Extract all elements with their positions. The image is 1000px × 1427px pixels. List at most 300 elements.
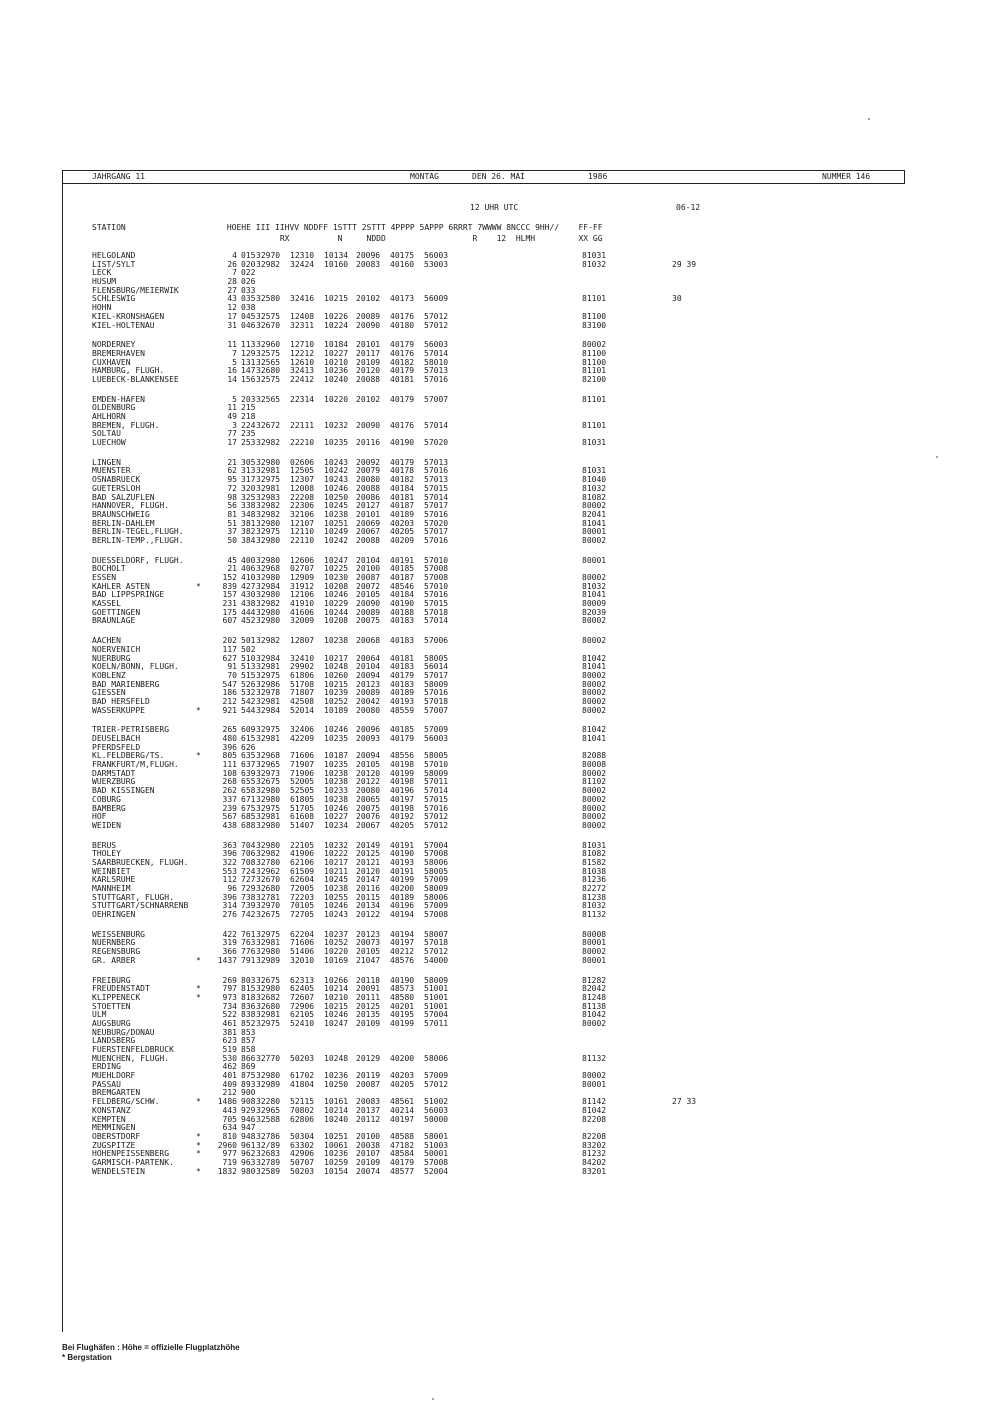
table-row [92, 439, 812, 448]
group-nddff: 62604 [290, 875, 315, 885]
group-4pppp: 40203 [390, 518, 415, 528]
group-nddff: 62106 [290, 857, 315, 867]
table-row [92, 876, 812, 885]
group-iihvv: 32980 [256, 457, 281, 467]
table-row [92, 341, 812, 350]
group-5appp: 57017 [424, 501, 449, 511]
group-5appp: 57012 [424, 812, 449, 822]
elevation: 438 [222, 820, 237, 830]
group-nddff: 42508 [290, 696, 315, 706]
station-name: HOHENPEISSENBERG [92, 1149, 170, 1159]
station-name: MUEHLDORF [92, 1071, 136, 1081]
group-nddff: 42906 [290, 1149, 315, 1159]
group-5appp: 57016 [424, 803, 449, 813]
group-iihvv: 32982 [256, 849, 281, 859]
group-nddff: 32424 [290, 259, 315, 269]
group-nddff: 02606 [290, 457, 315, 467]
group-nddff: 32311 [290, 320, 315, 330]
station-index: 763 [241, 938, 256, 948]
group-nddff: 71907 [290, 760, 315, 770]
group-2sttt: 20065 [356, 794, 381, 804]
group-4pppp: 40192 [390, 812, 415, 822]
group-5appp: 57016 [424, 535, 449, 545]
group-iihvv: 32980 [256, 590, 281, 600]
group-1sttt: 10187 [324, 751, 349, 761]
group-8nccc: 81248 [582, 992, 607, 1002]
station-index: 908 [241, 1097, 256, 1107]
table-row [92, 1029, 812, 1038]
group-nddff: 31912 [290, 581, 315, 591]
group-8nccc: 80002 [582, 794, 607, 804]
group-4pppp: 40182 [390, 475, 415, 485]
table-row [92, 278, 812, 287]
group-gap [92, 831, 812, 842]
group-nddff: 63302 [290, 1140, 315, 1150]
group-5appp: 57010 [424, 760, 449, 770]
group-4pppp: 40187 [390, 573, 415, 582]
group-5appp: 56009 [424, 294, 449, 304]
group-nddff: 51407 [290, 820, 315, 830]
group-4pppp: 40205 [390, 1079, 415, 1089]
elevation: 462 [222, 1062, 237, 1072]
station-name: BREMERHAVEN [92, 348, 145, 358]
elevation: 401 [222, 1071, 237, 1081]
group-8nccc: 80002 [582, 501, 607, 511]
group-4pppp: 40184 [390, 590, 415, 600]
station-name: SAARBRUECKEN, FLUGH. [92, 857, 189, 867]
group-5appp: 57014 [424, 492, 449, 502]
group-5appp: 57012 [424, 311, 449, 321]
group-iihvv: 32981 [256, 662, 281, 672]
station-index: 113 [241, 340, 256, 350]
group-8nccc: 81041 [582, 662, 607, 672]
station-name: GR. ARBER [92, 955, 136, 965]
group-4pppp: 40203 [390, 1071, 415, 1081]
group-nddff: 12505 [290, 466, 315, 476]
group-5appp: 57009 [424, 1071, 449, 1081]
station-index: 305 [241, 457, 256, 467]
station-name: HOF [92, 812, 107, 822]
group-2sttt: 20123 [356, 679, 381, 689]
group-8nccc: 80002 [582, 768, 607, 778]
group-1sttt: 10251 [324, 1131, 349, 1141]
group-nddff: 50707 [290, 1157, 315, 1167]
group-8nccc: 80008 [582, 760, 607, 770]
group-8nccc: 81040 [582, 475, 607, 485]
table-row [92, 261, 812, 270]
group-2sttt: 20105 [356, 760, 381, 770]
table-row [92, 413, 812, 422]
group-8nccc: 81101 [582, 294, 607, 304]
group-gap [92, 920, 812, 931]
station-name: BRAUNSCHWEIG [92, 509, 150, 519]
table-row [92, 583, 812, 592]
station-index: 818 [241, 992, 256, 1002]
group-4pppp: 40196 [390, 786, 415, 796]
elevation: 314 [222, 901, 237, 911]
group-iihvv: 32680 [256, 366, 281, 376]
group-1sttt: 10248 [324, 662, 349, 672]
station-name: GUETERSLOH [92, 483, 141, 493]
table-row [92, 1003, 812, 1012]
group-1sttt: 10247 [324, 1018, 349, 1028]
group-1sttt: 10238 [324, 636, 349, 646]
table-row [92, 1011, 812, 1020]
station-index: 858 [241, 1045, 256, 1054]
table-row [92, 1098, 812, 1107]
group-4pppp: 40197 [390, 938, 415, 948]
group-iihvv: 32680 [256, 1001, 281, 1011]
group-iihvv: 32975 [256, 475, 281, 485]
group-1sttt: 10247 [324, 555, 349, 565]
issue-number: NUMMER 146 [822, 172, 871, 181]
table-row [92, 557, 812, 566]
station-index: 501 [241, 636, 256, 646]
station-index: 035 [241, 294, 256, 304]
group-iihvv: 32980 [256, 518, 281, 528]
group-nddff: 72203 [290, 892, 315, 902]
scan-speck [936, 456, 938, 458]
group-2sttt: 20088 [356, 483, 381, 493]
group-2sttt: 20101 [356, 340, 381, 350]
table-row [92, 752, 812, 761]
group-nddff: 61806 [290, 670, 315, 680]
group-iihvv: 32975 [256, 1018, 281, 1028]
table-row [92, 663, 812, 672]
group-nddff: 12307 [290, 475, 315, 485]
group-nddff: 51406 [290, 947, 315, 957]
group-iihvv: 32670 [256, 320, 281, 330]
group-1sttt: 10210 [324, 992, 349, 1002]
group-4pppp: 40183 [390, 662, 415, 672]
group-5appp: 58006 [424, 857, 449, 867]
group-4pppp: 40191 [390, 840, 415, 850]
group-1sttt: 10250 [324, 492, 349, 502]
footnote-mountain: * Bergstation [62, 1353, 112, 1362]
group-4pppp: 40188 [390, 607, 415, 617]
elevation: 409 [222, 1079, 237, 1089]
group-8nccc: 82100 [582, 374, 607, 384]
table-row [92, 1063, 812, 1072]
group-1sttt: 10169 [324, 955, 349, 965]
station-index: 325 [241, 492, 256, 502]
group-4pppp: 48584 [390, 1149, 415, 1159]
group-8nccc: 81038 [582, 866, 607, 876]
group-nddff: 42209 [290, 734, 315, 743]
group-4pppp: 40181 [390, 374, 415, 384]
table-row [92, 422, 812, 431]
station-index: 838 [241, 1010, 256, 1020]
group-nddff: 32413 [290, 366, 315, 376]
group-5appp: 58009 [424, 679, 449, 689]
group-8nccc: 80009 [582, 599, 607, 609]
station-index: 515 [241, 670, 256, 680]
group-4pppp: 40179 [390, 340, 415, 350]
station-name: BAD SALZUFLEN [92, 492, 155, 502]
station-name: KLIPPENECK [92, 992, 141, 1002]
group-4pppp: 48576 [390, 955, 415, 965]
group-1sttt: 10260 [324, 670, 349, 680]
group-2sttt: 20089 [356, 311, 381, 321]
group-8nccc: 80002 [582, 947, 607, 957]
group-2sttt: 20129 [356, 1053, 381, 1063]
station-name: BRAUNLAGE [92, 616, 136, 626]
group-5appp: 57012 [424, 947, 449, 957]
table-row [92, 994, 812, 1003]
elevation: 91 [227, 662, 237, 672]
group-iihvv: 32980 [256, 607, 281, 617]
group-5appp: 57020 [424, 438, 449, 448]
group-8nccc: 80002 [582, 636, 607, 646]
group-iihvv: 32589 [256, 1166, 281, 1176]
group-iihvv: 32980 [256, 1071, 281, 1081]
station-index: 348 [241, 509, 256, 519]
group-1sttt: 10238 [324, 768, 349, 778]
group-nddff: 12008 [290, 483, 315, 493]
station-index: 615 [241, 734, 256, 743]
group-1sttt: 10240 [324, 374, 349, 384]
station-index: 026 [241, 277, 256, 287]
elevation: 21 [227, 564, 237, 574]
group-2sttt: 20134 [356, 901, 381, 911]
group-8nccc: 83100 [582, 320, 607, 330]
group-1sttt: 10217 [324, 653, 349, 663]
group-4pppp: 48561 [390, 1097, 415, 1107]
table-row [92, 1072, 812, 1081]
station-name: DUESSELDORF, FLUGH. [92, 555, 184, 565]
station-index: 946 [241, 1114, 256, 1124]
group-8nccc: 80002 [582, 786, 607, 796]
elevation: 607 [222, 616, 237, 626]
table-row [92, 1020, 812, 1029]
group-5appp: 52004 [424, 1166, 449, 1176]
table-row [92, 537, 812, 546]
station-name: FELDBERG/SCHW. [92, 1097, 160, 1107]
station-name: WUERZBURG [92, 777, 136, 787]
station-name: LINGEN [92, 457, 121, 467]
group-5appp: 57006 [424, 636, 449, 646]
group-4pppp: 40176 [390, 420, 415, 430]
table-row [92, 1055, 812, 1064]
group-2sttt: 20111 [356, 992, 381, 1002]
group-nddff: 51708 [290, 679, 315, 689]
group-8nccc: 80002 [582, 696, 607, 706]
elevation: 547 [222, 679, 237, 689]
group-8nccc: 80008 [582, 929, 607, 939]
table-row [92, 617, 812, 626]
station-name: ERDING [92, 1062, 121, 1072]
elevation: 26 [227, 259, 237, 269]
group-1sttt: 10248 [324, 1053, 349, 1063]
station-name: KOELN/BONN, FLUGH. [92, 662, 179, 672]
mountain-marker: * [196, 1149, 201, 1159]
station-name: KONSTANZ [92, 1105, 131, 1115]
table-row [92, 1107, 812, 1116]
table-row [92, 931, 812, 940]
station-index: 803 [241, 975, 256, 985]
group-2sttt: 20069 [356, 518, 381, 528]
elevation: 56 [227, 501, 237, 511]
group-4pppp: 40197 [390, 794, 415, 804]
group-1sttt: 10240 [324, 1114, 349, 1124]
station-index: 658 [241, 786, 256, 796]
elevation: 797 [222, 984, 237, 994]
group-iihvv: 32983 [256, 492, 281, 502]
station-name: NUERNBERG [92, 938, 136, 948]
station-index: 685 [241, 812, 256, 822]
group-8nccc: 80002 [582, 688, 607, 698]
group-1sttt: 10154 [324, 1166, 349, 1176]
group-8nccc: 81082 [582, 849, 607, 859]
group-5appp: 57018 [424, 696, 449, 706]
elevation: 202 [222, 636, 237, 646]
group-iihvv: 32786 [256, 1131, 281, 1141]
group-2sttt: 20115 [356, 892, 381, 902]
group-iihvv: 32981 [256, 466, 281, 476]
group-1sttt: 10229 [324, 599, 349, 609]
station-index: 253 [241, 438, 256, 448]
group-1sttt: 10239 [324, 688, 349, 698]
group-1sttt: 10266 [324, 975, 349, 985]
elevation: 567 [222, 812, 237, 822]
group-5appp: 57018 [424, 607, 449, 617]
station-name: KEMPTEN [92, 1114, 126, 1124]
group-nddff: 61805 [290, 794, 315, 804]
group-nddff: 41804 [290, 1079, 315, 1089]
group-1sttt: 10134 [324, 251, 349, 260]
group-iihvv: 32962 [256, 866, 281, 876]
table-row [92, 770, 812, 779]
station-name: BAMBERG [92, 803, 126, 813]
group-iihvv: 32965 [256, 760, 281, 770]
station-name: OSNABRUECK [92, 475, 141, 485]
elevation: 634 [222, 1123, 237, 1133]
group-nddff: 12606 [290, 555, 315, 565]
group-2sttt: 20120 [356, 866, 381, 876]
elevation: 719 [222, 1157, 237, 1167]
elevation: 921 [222, 705, 237, 715]
elevation: 422 [222, 929, 237, 939]
group-2sttt: 20123 [356, 929, 381, 939]
station-index: 738 [241, 892, 256, 902]
scan-speck [868, 118, 870, 120]
group-nddff: 62313 [290, 975, 315, 985]
station-name: KL.FELDBERG/TS. [92, 751, 165, 761]
group-1sttt: 10210 [324, 357, 349, 367]
group-4pppp: 40193 [390, 696, 415, 706]
group-4pppp: 40190 [390, 599, 415, 609]
group-1sttt: 10214 [324, 984, 349, 994]
group-1sttt: 10233 [324, 786, 349, 796]
elevation: 268 [222, 777, 237, 787]
group-iihvv: 32989 [256, 1079, 281, 1089]
group-5appp: 58005 [424, 866, 449, 876]
group-5appp: 57015 [424, 599, 449, 609]
elevation: 27 [227, 285, 237, 295]
group-4pppp: 40194 [390, 910, 415, 920]
elevation: 239 [222, 803, 237, 813]
mountain-marker: * [196, 992, 201, 1002]
group-8nccc: 81582 [582, 857, 607, 867]
station-index: 320 [241, 483, 256, 493]
group-2sttt: 20112 [356, 1114, 381, 1124]
group-5appp: 57008 [424, 564, 449, 574]
station-index: 020 [241, 259, 256, 269]
group-gap [92, 385, 812, 396]
group-iihvv: 32982 [256, 501, 281, 511]
group-nddff: 50304 [290, 1131, 315, 1141]
elevation: 14 [227, 374, 237, 384]
group-2sttt: 20105 [356, 947, 381, 957]
group-8nccc: 82042 [582, 984, 607, 994]
group-8nccc: 81041 [582, 734, 607, 743]
station-index: 022 [241, 268, 256, 278]
station-name: GOETTINGEN [92, 607, 141, 617]
station-name: NUERBURG [92, 653, 131, 663]
station-name: KIEL-HOLTENAU [92, 320, 155, 330]
group-5appp: 57011 [424, 777, 449, 787]
elevation: 28 [227, 277, 237, 287]
group-5appp: 57004 [424, 1010, 449, 1020]
group-4pppp: 40189 [390, 892, 415, 902]
group-1sttt: 10224 [324, 320, 349, 330]
elevation: 443 [222, 1105, 237, 1115]
group-4pppp: 40200 [390, 1053, 415, 1063]
group-2sttt: 20093 [356, 734, 381, 743]
group-2sttt: 20089 [356, 607, 381, 617]
group-2sttt: 20073 [356, 938, 381, 948]
group-nddff: 50203 [290, 1053, 315, 1063]
group-nddff: 12310 [290, 251, 315, 260]
group-8nccc: 84202 [582, 1157, 607, 1167]
group-8nccc: 81031 [582, 251, 607, 260]
table-row [92, 304, 812, 313]
station-name: MEMMINGEN [92, 1123, 136, 1133]
table-row [92, 726, 812, 735]
group-nddff: 32106 [290, 509, 315, 519]
group-8nccc: 81101 [582, 394, 607, 404]
year-label: 1986 [588, 172, 608, 181]
group-gap [92, 966, 812, 977]
table-row [92, 459, 812, 468]
table-row [92, 707, 812, 716]
group-4pppp: 40195 [390, 1010, 415, 1020]
elevation: 396 [222, 849, 237, 859]
group-4pppp: 40194 [390, 929, 415, 939]
group-2sttt: 20064 [356, 653, 381, 663]
group-iihvv: 32973 [256, 768, 281, 778]
station-name: FREIBURG [92, 975, 131, 985]
table-row [92, 287, 812, 296]
group-nddff: 22210 [290, 438, 315, 448]
group-nddff: 12107 [290, 518, 315, 528]
group-8nccc: 80002 [582, 820, 607, 830]
table-row [92, 655, 812, 664]
station-name: BERLIN-TEGEL,FLUGH. [92, 527, 184, 537]
station-name: STUTTGART/SCHNARRENB [92, 901, 189, 911]
group-iihvv: 32981 [256, 1010, 281, 1020]
group-4pppp: 48556 [390, 751, 415, 761]
station-index: 338 [241, 501, 256, 511]
elevation: 519 [222, 1045, 237, 1054]
elevation: 50 [227, 535, 237, 545]
group-2sttt: 20080 [356, 705, 381, 715]
elevation: 31 [227, 320, 237, 330]
group-4pppp: 40185 [390, 564, 415, 574]
station-index: 382 [241, 527, 256, 537]
station-name: STUTTGART, FLUGH. [92, 892, 174, 902]
group-2sttt: 20068 [356, 636, 381, 646]
